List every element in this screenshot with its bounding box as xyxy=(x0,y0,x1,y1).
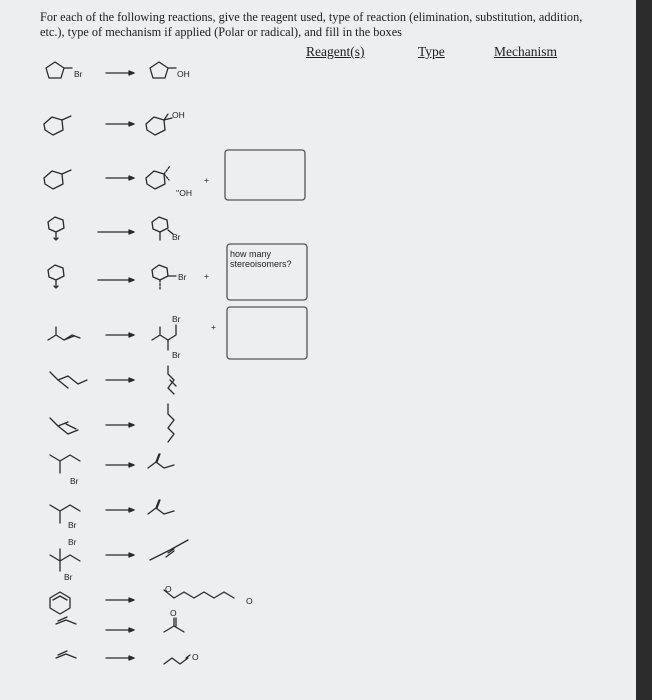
row13-product xyxy=(164,618,184,632)
label-oh-2: OH xyxy=(172,110,185,120)
row8-product xyxy=(168,404,174,442)
label-oh-3: ''OH xyxy=(176,188,192,198)
row5-product xyxy=(152,265,176,290)
row14-product xyxy=(164,655,190,664)
answer-box-3 xyxy=(227,307,307,359)
label-br-5: Br xyxy=(178,272,187,282)
row11-reactant xyxy=(50,549,80,571)
row4-reactant xyxy=(48,217,64,240)
label-br-1: Br xyxy=(74,69,83,79)
row1-product xyxy=(150,62,176,78)
row11-product xyxy=(150,540,188,560)
label-o-12a: O xyxy=(165,584,172,594)
label-o-14: O xyxy=(192,652,199,662)
row13-reactant xyxy=(56,617,76,624)
header-mechanism: Mechanism xyxy=(494,44,557,59)
label-br-6b: Br xyxy=(172,350,181,360)
label-br-11a: Br xyxy=(68,537,77,547)
label-br-6a: Br xyxy=(172,314,181,324)
label-br-10: Br xyxy=(68,520,77,530)
row3-product xyxy=(146,166,170,189)
plus-3: + xyxy=(211,322,216,332)
row6-product xyxy=(152,325,176,350)
row9-reactant xyxy=(50,455,80,473)
header-type: Type xyxy=(418,44,445,59)
row10-product xyxy=(148,500,174,514)
plus-2: + xyxy=(204,271,209,281)
row12-reactant xyxy=(50,592,70,614)
row7-product xyxy=(168,366,176,394)
instructions-text: For each of the following reactions, give the reagent used, type of reaction (elimination, substitution, addition, etc.), type of mechanism if applied (Polar or radical), and fill in the boxes xyxy=(40,10,583,39)
reaction-arrows xyxy=(98,71,134,660)
row3-reactant xyxy=(44,170,71,189)
plus-1: + xyxy=(204,175,209,185)
label-br-11b: Br xyxy=(64,572,73,582)
row1-reactant xyxy=(46,62,72,78)
label-o-13: O xyxy=(170,608,177,618)
header-reagents: Reagent(s) xyxy=(306,44,365,59)
label-o-12b: O xyxy=(246,596,253,606)
row8-reactant xyxy=(50,418,78,434)
stereoisomer-note: how many stereoisomers? xyxy=(230,249,292,269)
row9-product xyxy=(148,454,174,468)
label-br-4: Br xyxy=(172,232,181,242)
row5-reactant xyxy=(48,265,64,288)
row7-reactant xyxy=(50,372,87,388)
photo-edge xyxy=(636,0,652,700)
row2-product xyxy=(146,114,172,135)
row6-reactant xyxy=(48,327,80,340)
row14-reactant xyxy=(56,651,76,658)
label-oh-1: OH xyxy=(177,69,190,79)
answer-box-1 xyxy=(225,150,305,200)
row4-product xyxy=(152,217,173,240)
row12-product xyxy=(164,590,234,598)
row2-reactant xyxy=(44,116,71,135)
label-br-9: Br xyxy=(70,476,79,486)
